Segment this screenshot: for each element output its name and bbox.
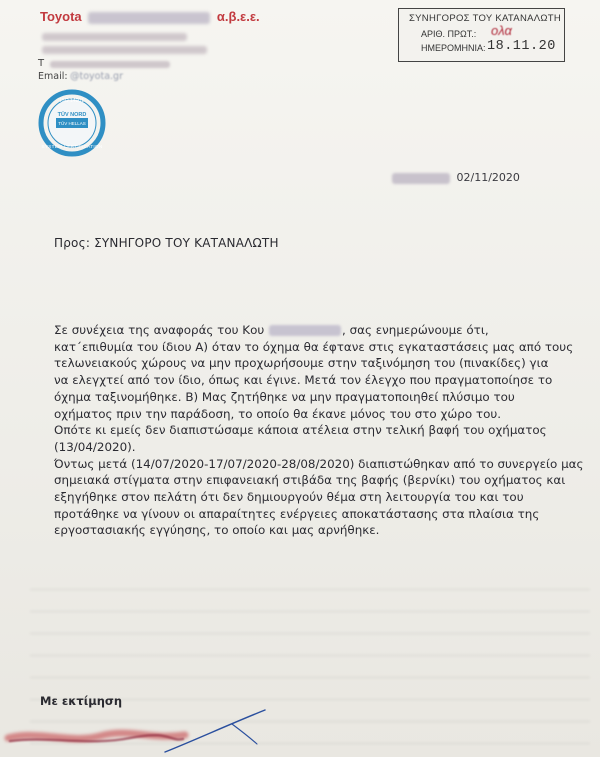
company-suffix: α.β.ε.ε. [216, 9, 260, 24]
received-stamp [398, 8, 565, 62]
cert-ring-text: SYSTEM CERTIFICATION [41, 144, 103, 149]
closing: Με εκτίμηση [40, 694, 123, 708]
body-line: Οπότε κι εμείς δεν διαπιστώσαμε κάποια ατέλεια στην τελική βαφή του οχήματος [54, 423, 547, 438]
stamp-title: ΣΥΝΗΓΟΡΟΣ ΤΟΥ ΚΑΤΑΝΑΛΩΤΗ [409, 13, 562, 24]
stamp-date-label: ΗΜΕΡΟΜΗΝΙΑ: [421, 43, 486, 53]
redacted-phone [50, 61, 170, 68]
redacted-place [392, 173, 450, 184]
redacted-signature [0, 700, 300, 757]
body-line-start: Σε συνέχεια της αναφοράς του Κου [54, 323, 265, 337]
company-name [40, 9, 260, 24]
stamp-protocol-value: ολα [491, 23, 512, 38]
company-prefix: Toyota [40, 9, 82, 24]
cert-top-text: ISO 14001 [60, 98, 84, 104]
body-line-end: , σας ενημερώνουμε ότι, [342, 323, 489, 337]
body-line: εργοστασιακής εγγύησης, το οποίο και μας αρνήθηκε. [54, 523, 380, 538]
redacted-address-line [42, 33, 187, 41]
redacted-company-name [88, 12, 210, 24]
body-line: Όντως μετά (14/07/2020-17/07/2020-28/08/2020) διαπιστώθηκαν από το συνεργείο μας [54, 456, 584, 471]
body-line: όχημα ταξινομήθηκε. Β) Μας ζητήθηκε να μην πραγματοποιηθεί πλύσιμο του [54, 389, 515, 404]
email-value: @toyota.gr [70, 71, 123, 82]
body-line: οχήματος πριν την παράδοση, το οποίο θα έκανε μόνος του στο χώρο του. [54, 406, 502, 421]
email-label: Email: [38, 71, 68, 82]
stamp-protocol-label: ΑΡΙΘ. ΠΡΩΤ.: [421, 29, 477, 39]
cert-brand-text: TÜV NORD [57, 112, 87, 118]
body-line: κατ΄επιθυμία του ίδιου Α) όταν το όχημα θα έφτανε στις εγκαταστάσεις μας από τους [54, 339, 574, 354]
recipient: Προς: ΣΥΝΗΓΟΡΟ ΤΟΥ ΚΑΤΑΝΑΛΩΤΗ [54, 236, 279, 250]
body-line: να ελεγχτεί από τον ίδιο, όπως και έγινε. Μετά τον έλεγχο που πραγματοποίησε το [54, 373, 553, 388]
body-line: (13/04/2020). [54, 439, 136, 454]
body-line [54, 322, 594, 339]
certification-seal-icon [30, 88, 114, 158]
stamp-date-value: 18.11.20 [487, 39, 556, 54]
cert-inner-text: TÜV HELLAS [58, 121, 86, 126]
tel-label: Τ [38, 58, 45, 69]
redacted-address-line [42, 46, 207, 54]
body-line: εξηγήθηκε στον πελάτη ότι δεν δημιουργούν θέμα στη λειτουργία του και του [54, 490, 524, 505]
letter-date: 02/11/2020 [456, 171, 520, 184]
redacted-customer-name [269, 325, 341, 336]
body-line: προτάθηκε να γίνουν οι απαραίτητες ενέργειες αποκατάστασης στα πλαίσια της [54, 506, 540, 521]
body-line: σημειακά στίγματα στην επιφανειακή στιβάδα της βαφής (βερνίκι) του οχήματος και [54, 473, 566, 488]
letter-body [54, 322, 594, 539]
letter-place-date [392, 171, 520, 184]
body-line: τελωνειακούς χώρους να μην προχωρήσουμε στην ταξινόμηση του (πινακίδες) για [54, 356, 549, 371]
